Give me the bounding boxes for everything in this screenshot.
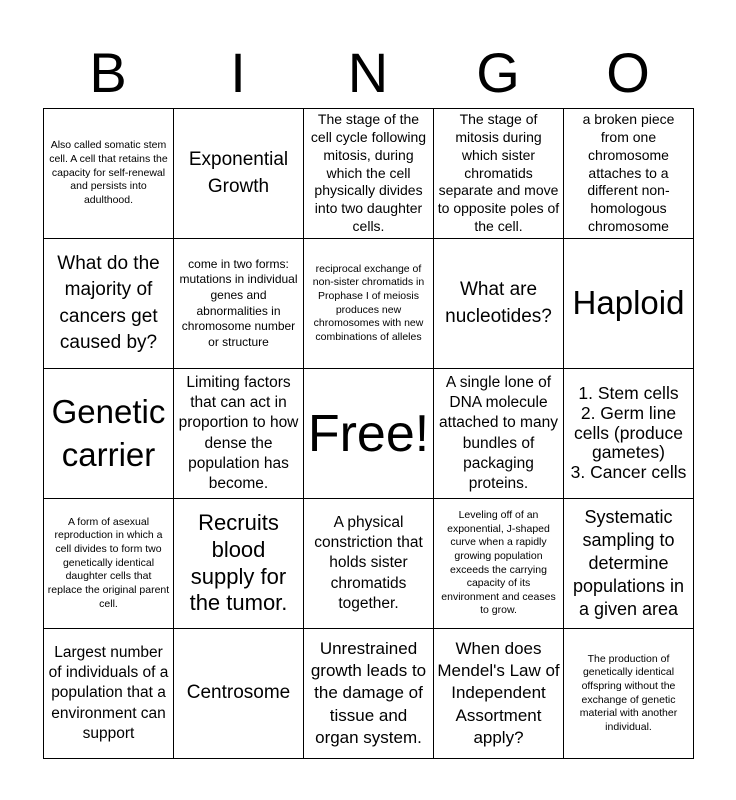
bingo-cell[interactable] bbox=[174, 369, 304, 499]
bingo-cell[interactable] bbox=[434, 499, 564, 629]
bingo-cell[interactable] bbox=[174, 239, 304, 369]
bingo-cell[interactable] bbox=[564, 239, 694, 369]
cell-text: Largest number of individuals of a population that a environment can support bbox=[48, 644, 169, 742]
header-letter-b: B bbox=[89, 41, 127, 104]
bingo-cell[interactable] bbox=[174, 109, 304, 239]
cell-text: 1. Stem cells 2. Germ line cells (produce gametes) 3. Cancer cells bbox=[570, 383, 687, 483]
cell-text: Systematic sampling to determine populations in a given area bbox=[572, 506, 685, 620]
cell-text: reciprocal exchange of non-sister chromatids in Prophase I of meiosis produces new chromosomes with new combinations of alleles bbox=[312, 262, 425, 343]
bingo-cell[interactable] bbox=[564, 109, 694, 239]
free-space-text: Free! bbox=[307, 404, 430, 463]
bingo-free-space[interactable] bbox=[304, 369, 434, 499]
bingo-cell[interactable] bbox=[304, 109, 434, 239]
cell-text: Recruits blood supply for the tumor. bbox=[189, 509, 288, 616]
bingo-cell[interactable] bbox=[304, 629, 434, 759]
cell-text: a broken piece from one chromosome attaches to a different non-homologous chromosome bbox=[582, 111, 675, 234]
bingo-cell[interactable] bbox=[434, 369, 564, 499]
bingo-cell[interactable] bbox=[434, 239, 564, 369]
bingo-cell[interactable] bbox=[564, 499, 694, 629]
cell-text: A form of asexual reproduction in which a cell divides to form two genetically identical daughter cells that replace the original parent cell. bbox=[47, 515, 170, 610]
bingo-cell[interactable] bbox=[564, 629, 694, 759]
header-letter-g: G bbox=[476, 41, 520, 104]
cell-text: Exponential Growth bbox=[188, 149, 289, 197]
bingo-cell[interactable] bbox=[174, 629, 304, 759]
cell-text: The stage of the cell cycle following mitosis, during which the cell physically divides into two daughter cells. bbox=[310, 111, 427, 234]
cell-text: What are nucleotides? bbox=[445, 279, 552, 327]
bingo-cell[interactable] bbox=[304, 239, 434, 369]
cell-text: The production of genetically identical offspring without the exchange of genetic material with another individual. bbox=[579, 652, 678, 733]
cell-text: When does Mendel's Law of Independent Assortment apply? bbox=[437, 639, 560, 747]
cell-text: Genetic carrier bbox=[51, 392, 166, 473]
bingo-cell[interactable] bbox=[304, 499, 434, 629]
bingo-cell[interactable] bbox=[434, 629, 564, 759]
bingo-cell[interactable] bbox=[564, 369, 694, 499]
cell-text: A single lone of DNA molecule attached to many bundles of packaging proteins. bbox=[439, 374, 558, 492]
cell-text: Unrestrained growth leads to the damage of tissue and organ system. bbox=[310, 639, 427, 747]
bingo-header bbox=[43, 40, 693, 106]
bingo-cell[interactable] bbox=[434, 109, 564, 239]
cell-text: Also called somatic stem cell. A cell that retains the capacity for self-renewal and persists into adulthood. bbox=[49, 139, 168, 206]
header-letter-o: O bbox=[606, 41, 650, 104]
cell-text: Limiting factors that can act in proportion to how dense the population has become. bbox=[178, 374, 299, 492]
bingo-cell[interactable] bbox=[44, 499, 174, 629]
cell-text: Haploid bbox=[572, 284, 685, 322]
bingo-cell[interactable] bbox=[44, 369, 174, 499]
cell-text: Centrosome bbox=[186, 682, 291, 704]
bingo-cell[interactable] bbox=[44, 109, 174, 239]
cell-text: Leveling off of an exponential, J-shaped curve when a rapidly growing population exceeds the carrying capacity of its environment and ceases to grow. bbox=[441, 508, 556, 617]
bingo-cell[interactable] bbox=[44, 629, 174, 759]
header-letter-i: I bbox=[230, 41, 246, 104]
cell-text: What do the majority of cancers get caused by? bbox=[57, 253, 160, 353]
bingo-cell[interactable] bbox=[174, 499, 304, 629]
cell-text: come in two forms: mutations in individual genes and abnormalities in chromosome number or structure bbox=[179, 256, 298, 349]
bingo-card-grid bbox=[43, 108, 694, 759]
cell-text: The stage of mitosis during which sister chromatids separate and move to opposite poles of the cell. bbox=[437, 111, 560, 234]
bingo-cell[interactable] bbox=[44, 239, 174, 369]
header-letter-n: N bbox=[347, 41, 389, 104]
cell-text: A physical constriction that holds sister chromatids together. bbox=[314, 514, 423, 612]
